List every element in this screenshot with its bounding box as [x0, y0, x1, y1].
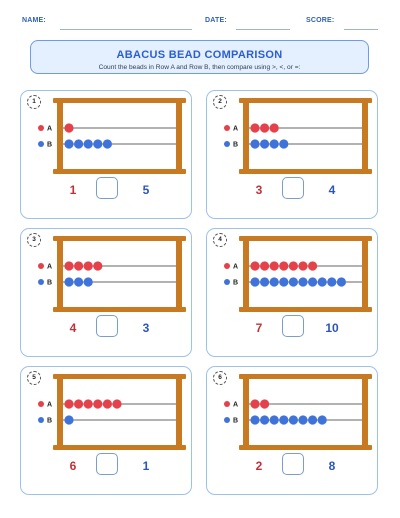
row-b-label: B	[47, 417, 53, 425]
bead-row-b	[260, 415, 269, 424]
frame-right-post	[362, 374, 368, 450]
row-a-count: 2	[255, 459, 263, 473]
bead-row-b	[308, 415, 317, 424]
bead-row-b	[327, 277, 336, 286]
row-b-dot	[38, 279, 44, 285]
frame-bottom-bar	[53, 445, 186, 450]
abacus	[207, 367, 379, 457]
instructions: Count the beads in Row A and Row B, then compare using >, <, or =:	[98, 64, 301, 71]
date-field[interactable]	[236, 29, 290, 30]
row-a-label: A	[233, 263, 239, 271]
bead-row-b	[103, 139, 112, 148]
row-b-label: B	[233, 417, 239, 425]
bead-row-a	[260, 123, 269, 132]
row-b-count: 10	[325, 321, 339, 335]
bead-row-b	[308, 277, 317, 286]
row-a-dot	[38, 125, 44, 131]
bead-row-a	[74, 399, 83, 408]
row-a-count: 7	[255, 321, 263, 335]
page-title: ABACUS BEAD COMPARISON	[116, 49, 283, 61]
frame-top-bar	[53, 236, 186, 241]
problem-number: 3	[27, 233, 41, 247]
problem-card	[206, 228, 378, 357]
problem-number: 4	[213, 233, 227, 247]
score-label: SCORE:	[306, 17, 335, 24]
bead-row-b	[270, 277, 279, 286]
bead-row-a	[112, 399, 121, 408]
title-box	[30, 40, 369, 74]
name-label: NAME:	[22, 17, 46, 24]
row-b-count: 8	[328, 459, 336, 473]
frame-bottom-bar	[53, 307, 186, 312]
abacus	[207, 91, 379, 181]
bead-row-a	[74, 261, 83, 270]
bead-row-a	[93, 261, 102, 270]
bead-row-a	[103, 399, 112, 408]
bead-row-a	[64, 123, 73, 132]
bead-row-b	[270, 139, 279, 148]
frame-right-post	[362, 98, 368, 174]
bead-row-b	[64, 277, 73, 286]
bead-row-b	[337, 277, 346, 286]
row-b-label: B	[47, 141, 53, 149]
bead-row-b	[250, 415, 259, 424]
bead-row-a	[250, 261, 259, 270]
answer-box[interactable]	[282, 453, 304, 475]
name-field[interactable]	[60, 29, 192, 30]
answer-box[interactable]	[282, 177, 304, 199]
frame-right-post	[176, 236, 182, 312]
row-b-count: 1	[142, 459, 150, 473]
frame-left-post	[243, 98, 249, 174]
frame-bottom-bar	[239, 169, 372, 174]
bead-row-b	[74, 277, 83, 286]
frame-bottom-bar	[239, 307, 372, 312]
row-a-count: 6	[69, 459, 77, 473]
frame-left-post	[57, 374, 63, 450]
bead-row-a	[250, 123, 259, 132]
bead-row-a	[298, 261, 307, 270]
bead-row-a	[260, 399, 269, 408]
bead-row-a	[289, 261, 298, 270]
row-b-dot	[38, 417, 44, 423]
row-a-dot	[224, 263, 230, 269]
date-label: DATE:	[205, 17, 227, 24]
bead-row-a	[270, 261, 279, 270]
bead-row-b	[289, 415, 298, 424]
abacus	[21, 229, 193, 319]
row-a-dot	[38, 401, 44, 407]
row-a-label: A	[233, 401, 239, 409]
bead-row-b	[260, 139, 269, 148]
bead-row-a	[308, 261, 317, 270]
row-b-label: B	[233, 141, 239, 149]
frame-top-bar	[53, 374, 186, 379]
frame-left-post	[243, 374, 249, 450]
score-field[interactable]	[344, 29, 378, 30]
row-b-label: B	[47, 279, 53, 287]
header-row	[22, 13, 378, 33]
bead-row-b	[270, 415, 279, 424]
bead-row-b	[250, 277, 259, 286]
bead-row-b	[250, 139, 259, 148]
bead-row-b	[93, 139, 102, 148]
row-b-count: 4	[328, 183, 336, 197]
frame-bottom-bar	[53, 169, 186, 174]
bead-row-b	[318, 277, 327, 286]
bead-row-b	[298, 415, 307, 424]
frame-right-post	[176, 98, 182, 174]
bead-row-a	[260, 261, 269, 270]
bead-row-a	[84, 261, 93, 270]
frame-top-bar	[239, 374, 372, 379]
bead-row-b	[74, 139, 83, 148]
row-a-label: A	[47, 263, 53, 271]
bead-row-b	[289, 277, 298, 286]
row-a-label: A	[47, 401, 53, 409]
row-a-dot	[38, 263, 44, 269]
frame-top-bar	[239, 236, 372, 241]
problem-card	[206, 366, 378, 495]
frame-top-bar	[53, 98, 186, 103]
bead-row-a	[64, 399, 73, 408]
abacus	[21, 367, 193, 457]
abacus	[207, 229, 379, 319]
row-b-dot	[224, 279, 230, 285]
bead-row-b	[84, 139, 93, 148]
row-a-dot	[224, 401, 230, 407]
row-b-label: B	[233, 279, 239, 287]
abacus	[21, 91, 193, 181]
problem-number: 1	[27, 95, 41, 109]
problem-card	[206, 90, 378, 219]
answer-box[interactable]	[96, 315, 118, 337]
row-b-count: 3	[142, 321, 150, 335]
row-a-count: 4	[69, 321, 77, 335]
problem-card	[20, 366, 192, 495]
row-b-dot	[224, 417, 230, 423]
frame-left-post	[57, 236, 63, 312]
frame-left-post	[57, 98, 63, 174]
bead-row-b	[64, 415, 73, 424]
row-a-dot	[224, 125, 230, 131]
problem-card	[20, 90, 192, 219]
bead-row-a	[270, 123, 279, 132]
bead-row-a	[84, 399, 93, 408]
frame-bottom-bar	[239, 445, 372, 450]
row-a-count: 3	[255, 183, 263, 197]
bead-row-a	[250, 399, 259, 408]
bead-row-a	[64, 261, 73, 270]
problem-number: 2	[213, 95, 227, 109]
bead-row-b	[260, 277, 269, 286]
frame-right-post	[362, 236, 368, 312]
bead-row-b	[64, 139, 73, 148]
problem-card	[20, 228, 192, 357]
frame-left-post	[243, 236, 249, 312]
bead-row-b	[298, 277, 307, 286]
answer-box[interactable]	[96, 453, 118, 475]
row-a-label: A	[47, 125, 53, 133]
bead-row-a	[279, 261, 288, 270]
problem-number: 6	[213, 371, 227, 385]
bead-row-b	[279, 139, 288, 148]
frame-right-post	[176, 374, 182, 450]
row-b-dot	[38, 141, 44, 147]
problem-number: 5	[27, 371, 41, 385]
row-a-label: A	[233, 125, 239, 133]
bead-row-b	[84, 277, 93, 286]
bead-row-a	[93, 399, 102, 408]
frame-top-bar	[239, 98, 372, 103]
answer-box[interactable]	[96, 177, 118, 199]
row-a-count: 1	[69, 183, 77, 197]
bead-row-b	[318, 415, 327, 424]
row-b-count: 5	[142, 183, 150, 197]
row-b-dot	[224, 141, 230, 147]
answer-box[interactable]	[282, 315, 304, 337]
bead-row-b	[279, 277, 288, 286]
bead-row-b	[279, 415, 288, 424]
